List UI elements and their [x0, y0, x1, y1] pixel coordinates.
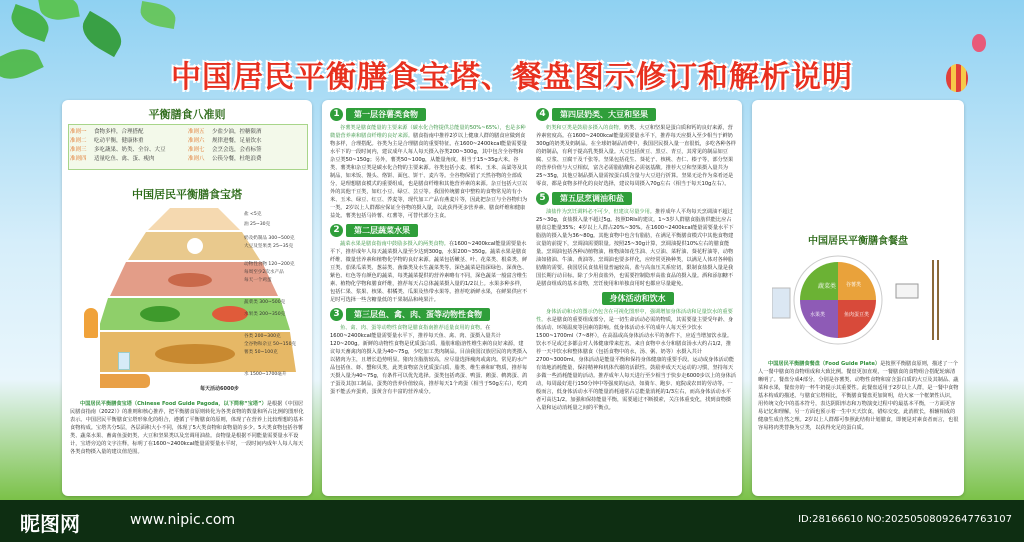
section-number: 2	[330, 224, 343, 237]
guideline-value: 吃动平衡，健康体重	[94, 138, 144, 144]
section-paragraph	[536, 124, 736, 188]
guideline-key: 准则五	[188, 129, 205, 135]
fruit-icon	[212, 306, 248, 322]
section-header	[330, 107, 528, 121]
guideline-key: 准则七	[188, 147, 205, 153]
pagoda-label: 油 25~30克	[244, 222, 271, 227]
pagoda-label: 薯类 50~100克	[244, 350, 278, 355]
pagoda-label: 水 1500~1700毫升	[244, 372, 287, 377]
guideline-value: 食物多样，合理搭配	[94, 129, 144, 135]
section-header	[330, 223, 528, 237]
section-lead: 油盐作为烹饪调料必不可少，但建议尽量少用。	[546, 209, 655, 215]
layer-oil-salt	[148, 208, 240, 230]
steps-label: 每天活动6000步	[200, 386, 239, 392]
section-title: 第三层鱼、禽、肉、蛋等动物性食物	[346, 308, 490, 321]
guideline-value: 会烹会选，会看标签	[212, 147, 262, 153]
plate-label-protein: 鱼肉蛋豆类	[844, 312, 870, 318]
pagoda-diagram	[100, 204, 310, 394]
water-glass-icon	[118, 352, 130, 370]
section-paragraph	[330, 324, 528, 396]
section-lead: 身体活动和水的图示仍包含在可视化图形中，强调增加身体活动和足量饮水的重要性。	[536, 309, 733, 323]
pagoda-label: 全谷物和杂豆 50~150克	[244, 342, 297, 347]
section-number: 1	[330, 108, 343, 121]
middle-column-2	[536, 104, 736, 496]
section-header	[536, 191, 736, 205]
chopsticks-icon	[932, 260, 934, 340]
plate-caption-title: 中国居民平衡膳食餐盘（Food Guide Plate）	[768, 361, 881, 367]
section-title: 第一层谷薯类食物	[346, 108, 426, 121]
plate-caption	[758, 360, 960, 494]
section-paragraph	[536, 308, 736, 412]
balloon-icon	[972, 34, 986, 52]
section-title: 第四层奶类、大豆和坚果	[552, 108, 656, 121]
pagoda-caption	[70, 400, 306, 494]
guidelines-title: 平衡膳食八准则	[148, 108, 226, 121]
guideline-row	[70, 155, 306, 164]
section-title: 第五层烹调油和盐	[552, 192, 632, 205]
pagoda-label: 水果类 200~350克	[244, 312, 286, 317]
section-paragraph	[330, 240, 528, 304]
guideline-value: 少盐少油，控糖限酒	[212, 129, 262, 135]
section-body: 推荐成年人平均每天烹调油不超过25~30g，食盐摄入量不超过5g。按照DRIs的建议，1~3岁人群膳食脂肪供能比应占膳食总能量35%；4岁以上人群占20%~30%。在1600~2400kcal能量需要量水平下脂肪的摄入量为36~80g。其他食物中也含有脂肪，在满足平衡膳食模式中其他食物建议量的前提下，烹调油需要限量。按照25~30g计算，烹调油提供10%左右的膳食能量。烹调油包括各种动植物油，植物油如花生油、大豆油、菜籽油、葵花籽油等，动物油如猪油、牛油、黄油等。烹调油也要多样化，应经常更换种类，以满足人体对各种脂肪酸的需要。我国居民食盐用量普遍较高，盐与高血压关系密切，限制食盐摄入量是我国长期行动目标。除了少用食盐外，也需要控制隐形高盐食品的摄入量。酒和添加糖不是膳食组成的基本食物，烹饪使用和单独食用时也都应尽量避免。	[536, 209, 734, 287]
guideline-key: 准则六	[188, 138, 205, 144]
watermark-logo: 昵图网	[20, 512, 80, 536]
section-lead: 谷薯类是膳食能量的主要来源（碳水化合物提供总能量的50%~65%），也是多种微量营养素和膳食纤维的良好来源。	[330, 125, 526, 139]
pagoda-caption-title: 中国居民平衡膳食宝塔（Chinese Food Guide Pagoda，以下简称“宝塔”）	[80, 401, 267, 407]
guideline-row	[70, 146, 306, 155]
pagoda-label: 奶及奶制品 300~500克	[244, 236, 295, 241]
runner-icon	[84, 308, 98, 338]
plate-label-grain: 谷薯类	[846, 282, 862, 288]
section-header	[536, 107, 736, 121]
pagoda-label: 盐 <5克	[244, 212, 262, 217]
guideline-value: 规律进餐，足量饮水	[212, 138, 262, 144]
vegetable-icon	[140, 306, 180, 322]
section-lead: 鱼、禽、肉、蛋等动物性食物是膳食指南推荐适量食用的食物。	[340, 325, 486, 331]
plate-label-veg: 蔬菜类	[818, 283, 837, 290]
plate-segment-fruit	[800, 300, 838, 338]
guideline-value: 公筷分餐，杜绝浪费	[212, 156, 262, 162]
pagoda-label: 每周至少2次水产品	[244, 270, 284, 275]
watermark-id: ID:28166610 NO:20250508092647763107	[798, 514, 1012, 525]
section-title: 身体活动和饮水	[602, 292, 674, 305]
plate-segment-grain	[838, 262, 876, 300]
guideline-key: 准则四	[70, 156, 87, 162]
plate-title: 中国居民平衡膳食餐盘	[808, 236, 908, 247]
pagoda-label: 谷类 200~300克	[244, 334, 281, 339]
section-number: 4	[536, 108, 549, 121]
guideline-key: 准则二	[70, 138, 87, 144]
section-number: 5	[536, 192, 549, 205]
plate-label-fruit: 水果类	[810, 312, 826, 318]
plate-segment-protein	[838, 300, 876, 338]
guideline-key: 准则八	[188, 156, 205, 162]
milk-icon	[187, 238, 203, 254]
plate-svg	[772, 250, 952, 350]
section-header	[330, 307, 528, 321]
section-number: 3	[330, 308, 343, 321]
pagoda-label: 动物性食物 120~200克	[244, 262, 295, 267]
middle-column-1	[330, 104, 528, 496]
section-body: 在1600~2400kcal能量需要量水平下，推荐成年人每天蔬菜摄入量至少达到300g，水果200~350g。蔬菜水果是膳食纤维、微量营养素和植物化学物的良好来源。蔬菜包括嫩茎、叶、花菜类、根菜类、鲜豆类、茄果瓜菜类、葱蒜类、菌藻类及水生蔬菜类等。深色蔬菜是指深绿色、深黄色、紫色、红色等有颜色的蔬菜，每类蔬菜提供的营养素略有不同，深色蔬菜一般富含维生素、植物化学物和膳食纤维，推荐每天占总体蔬菜摄入量的1/2以上。水果多种多样，包括仁果、浆果、核果、柑橘类、瓜果及热带水果等。推荐吃新鲜水果，在鲜果供应不足时可选择一些含糖量低的干果制品和纯果汁。	[330, 241, 528, 303]
section-body: 水是膳食的重要组成部分，是一切生命活动必需的物质，其需要量主要受年龄、身体活动、环境温度等因素的影响。低身体活动水平的成年人每天至少饮水1500~1700ml（7~8杯），在高温或高身体活动水平的条件下，应适当增加饮水量。饮水不足或过多都会对人体健康带来危害。来自食物中水分和膳食汤水大约占1/2，推荐一天中饮水和整体膳食（包括食物中的水，汤、粥、奶等）水摄入共计2700~3000ml。身体活动是能量平衡和保持身体健康的重要手段。运动或身体活动能有效地消耗能量，保持精神和机体代谢的活跃性。鼓励养成天天运动的习惯，坚持每天多做一些消耗能量的活动。推荐成年人每天进行至少相当于快步走6000步以上的身体活动，每周最好进行150分钟中等强度的运动，如骑车、跑步、庭院或农田的劳动等。一般而言，低身体活动水平的能量消耗通常占总能量消耗的1/3左右，而高身体活动水平者可高达1/2。加强和保持能量平衡，需要通过不断摸索，关注体重变化，找到食物摄入量和运动消耗量之间的平衡点。	[536, 317, 736, 411]
section-body: 膳食指南中推荐2岁以上健康人群的膳食应做到食物多样，合理搭配。谷类为主是合理膳食的重要特征。在1600~2400kcal能量需要量水平下的一段时间内，建议成年人每人每天摄入谷类200~300g，其中包含全谷物和杂豆类50~150g；另外，薯类50~100g，从能量角度，相当于15~35g大米。谷类、薯类和杂豆类是碳水化合物的主要来源。谷类包括小麦、稻米、玉米、高粱等及其制品，如米饭、馒头、烙饼、面包、饼干、麦片等。全谷物保留了天然谷物的全部成分，是理想膳食模式的重要组成，也是膳食纤维和其他营养素的来源。杂豆包括大豆以外的其他干豆类，如红小豆、绿豆、芸豆等。我国传统膳食中整粒的食物常见的有小米、玉米、绿豆、红豆、荞麦等，现代加工产品有燕麦片等，因此把杂豆与全谷物归为一类。2岁以上人群都应保证全谷物的摄入量，以此获得更多营养素、膳食纤维和健康益处。薯类包括马铃薯、红薯等，可替代部分主食。	[330, 133, 528, 219]
section-lead: 蔬菜水果是膳食指南中鼓励多摄入的两类食物。	[340, 241, 449, 247]
guideline-row	[70, 128, 306, 137]
section-header	[536, 291, 736, 305]
page-title: 中国居民平衡膳食宝塔、餐盘图示修订和解析说明	[171, 60, 853, 95]
guideline-value: 适量吃鱼、禽、蛋、瘦肉	[94, 156, 155, 162]
chopsticks-icon	[937, 260, 939, 340]
plate-segment-veg	[800, 262, 838, 300]
pagoda-caption-body: 是根据《中国居民膳食指南（2022）》的准则和核心推荐，把平衡膳食原则转化为各类食物的数量和所占比例的图形化表示。中国居民平衡膳食宝塔形象化的组合，遵循了平衡膳食的原则，体现了在营养上比较理想的基本食物构成。宝塔共分5层，各层面积大小不同，体现了5大类食物和食物量的多少。5大类食物包括谷薯类、蔬菜水果、畜禽鱼蛋奶类、大豆和坚果类以及烹调用油盐。食物量是根据不同能量需要量水平设计，宝塔旁边的文字注释，标明了在1600~2400kcal能量需要量水平时，一段时间内成年人每人每天各类食物摄入量的建议值范围。	[70, 401, 304, 455]
guideline-key: 准则三	[70, 147, 87, 153]
right-text-top	[758, 104, 960, 220]
pagoda-label: 蔬菜类 300~500克	[244, 300, 286, 305]
plate-caption-body: 是按照平衡膳食原则，描述了一个人一餐中膳食的食物组成和大致比例。餐盘更加直观，一餐膳食的食物组合搭配轮廓清晰明了。餐盘分成4部分，分别是谷薯类、动物性食物和富含蛋白质的大豆及其制品、蔬菜和水果，餐盘旁的一杯牛奶提示其重要性。此餐盘适用于2岁以上人群，是一餐中食物基本构成的描述。与膳食宝塔相比，平衡膳食餐盘更加简明，给大家一个框架性认识，用传统文化中的基本符号，表达阴阳形态和万物演变过程中的最基本平衡，一方面更容易记忆和理解，另一方面也预示着一生中天天饮食，错综交变，此消彼长，相辅相成的健康生成自然之理。2岁以上人群都可参照此结构计划膳食，即便是对素食者而言，也很容易将肉类替换为豆类，以获得充足的蛋白质。	[758, 361, 959, 431]
milk-glass-icon	[772, 288, 790, 318]
guideline-key: 准则一	[70, 129, 87, 135]
plate-diagram	[772, 250, 952, 350]
guideline-value: 多吃蔬果、奶类、全谷、大豆	[94, 147, 166, 153]
pagoda-label: 大豆及坚果类 25~35克	[244, 244, 294, 249]
guideline-row	[70, 137, 306, 146]
running-track	[100, 374, 150, 388]
watermark-url: www.nipic.com	[130, 512, 236, 528]
pagoda-svg	[100, 204, 310, 394]
section-title: 第二层蔬菜水果	[346, 224, 418, 237]
section-lead: 奶类和豆类是鼓励多摄入的食物。	[546, 125, 624, 131]
section-paragraph	[330, 124, 528, 220]
spoon-icon	[896, 284, 918, 298]
pagoda-title: 中国居民平衡膳食宝塔	[132, 188, 242, 201]
pagoda-label: 每天一个鸡蛋	[244, 278, 272, 283]
section-body: 在1600~2400kcal能量需要量水平下，推荐每天鱼、禽、肉、蛋摄入量共计120~200g。新鲜的动物性食物是优质蛋白质、脂肪和脂溶性维生素的良好来源，建议每天畜禽肉的摄入量为40~75g，少吃加工类肉制品。目前我国汉族居民的肉类摄入以猪肉为主，且增长趋势明显。猪肉含脂肪较高，应尽量选择瘦肉或禽肉。常见的水产品包括鱼、虾、蟹和贝类，此类食物富含优质蛋白质、脂类、维生素和矿物质，推荐每天摄入量为40~75g，有条件可以优先选择。蛋类包括鸡蛋、鸭蛋、鹅蛋、鹌鹑蛋、鸽子蛋及其加工制品，蛋类的营养价值较高，推荐每天1个鸡蛋（相当于50g左右），吃鸡蛋不能丢弃蛋黄，蛋黄含有丰富的营养成分。	[330, 325, 528, 395]
guidelines-table	[70, 128, 306, 164]
section-body: 奶类、大豆和坚果是蛋白质和钙的良好来源，营养素密度高。在1600~2400kcal能量需要量水平下，推荐每天应摄入至少相当于鲜奶300g的奶类及奶制品。在全球奶制品消费中，我国居民摄入量一直很低，多吃各种各样的奶制品，有利于提高乳类摄入量。大豆包括黄豆、黑豆、青豆，其常见的制品如豆腐、豆浆、豆腐干及千张等。坚果包括花生、葵花子、核桃、杏仁、榛子等，部分坚果的营养价值与大豆相似，富含必需脂肪酸和必需氨基酸。推荐大豆和坚果摄入量共为25~35g，其他豆制品摄入量需按蛋白质含量与大豆进行折算。坚果无论作为菜肴还是零食，都是食物多样化的良好选择，建议每周摄入70g左右（相当于每天10g左右）。	[536, 125, 736, 187]
meat-fish-icon	[168, 273, 212, 287]
grain-icon	[155, 344, 235, 364]
section-paragraph	[536, 208, 736, 288]
